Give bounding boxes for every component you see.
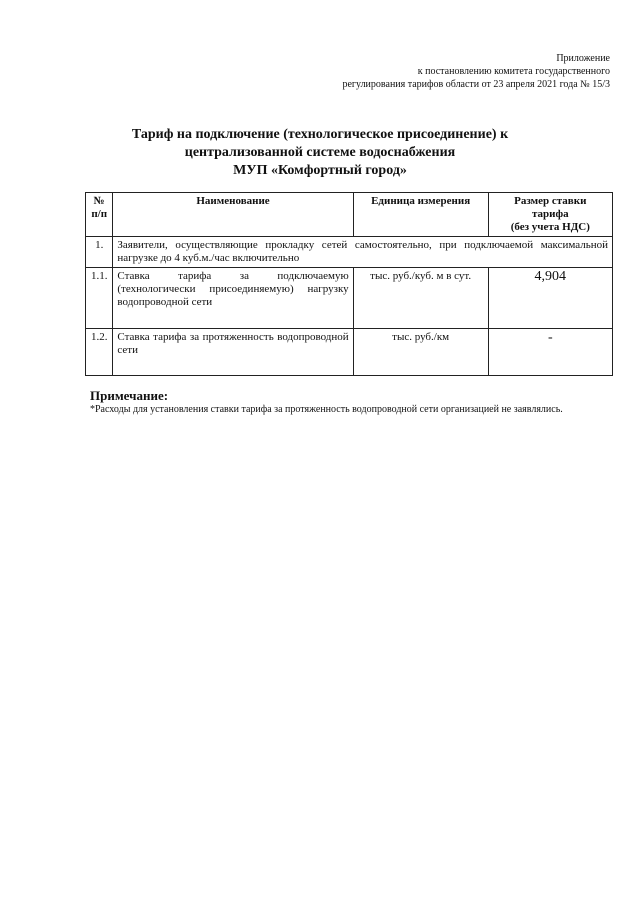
- header-rate: [488, 193, 612, 237]
- header-num: [86, 193, 113, 237]
- row-1-2-name: Ставка тарифа за протяженность водопроводной сети: [113, 329, 353, 376]
- note-title: Примечание:: [90, 388, 169, 403]
- header-num-line-1: №: [93, 195, 105, 207]
- row-1-1-rate: 4,904: [488, 268, 612, 329]
- header-rate-line-3: (без учета НДС): [510, 221, 590, 233]
- note-section: [90, 388, 612, 416]
- row-1-num: 1.: [86, 237, 113, 268]
- document-title: [60, 126, 580, 180]
- header-rate-line-1: Размер ставки: [514, 195, 587, 207]
- header-num-line-2: п/п: [91, 208, 108, 220]
- table-row: [86, 329, 613, 376]
- header-name: Наименование: [113, 193, 353, 237]
- title-line-1: Тариф на подключение (технологическое присоединение) к: [131, 127, 509, 142]
- appendix-line-1: Приложение: [556, 53, 610, 64]
- row-1-2-unit: тыс. руб./км: [353, 329, 488, 376]
- row-1-name: Заявители, осуществляющие прокладку сетей самостоятельно, при подключаемой максимальной нагрузке до 4 куб.м./час включительно: [113, 237, 613, 268]
- title-line-2: централизованной системе водоснабжения: [184, 145, 456, 160]
- row-1-1-num: 1.1.: [86, 268, 113, 329]
- tariff-table: [85, 192, 613, 376]
- table-row: [86, 268, 613, 329]
- header-rate-line-2: тарифа: [531, 208, 569, 220]
- note-text: *Расходы для установления ставки тарифа за протяженность водопроводной сети организацией не заявлялись.: [90, 404, 563, 415]
- row-1-2-num: 1.2.: [86, 329, 113, 376]
- table-header-row: [86, 193, 613, 237]
- title-line-3: МУП «Комфортный город»: [233, 163, 407, 178]
- table-row: [86, 237, 613, 268]
- row-1-2-rate: -: [488, 329, 612, 376]
- appendix-header: [280, 52, 610, 91]
- appendix-line-3: регулирования тарифов области от 23 апреля 2021 года № 15/3: [342, 79, 610, 90]
- row-1-1-unit: тыс. руб./куб. м в сут.: [353, 268, 488, 329]
- appendix-line-2: к постановлению комитета государственного: [417, 66, 610, 77]
- header-unit: Единица измерения: [353, 193, 488, 237]
- row-1-1-name: Ставка тарифа за подключаемую (технологически присоединяемую) нагрузку водопроводной сети: [113, 268, 353, 329]
